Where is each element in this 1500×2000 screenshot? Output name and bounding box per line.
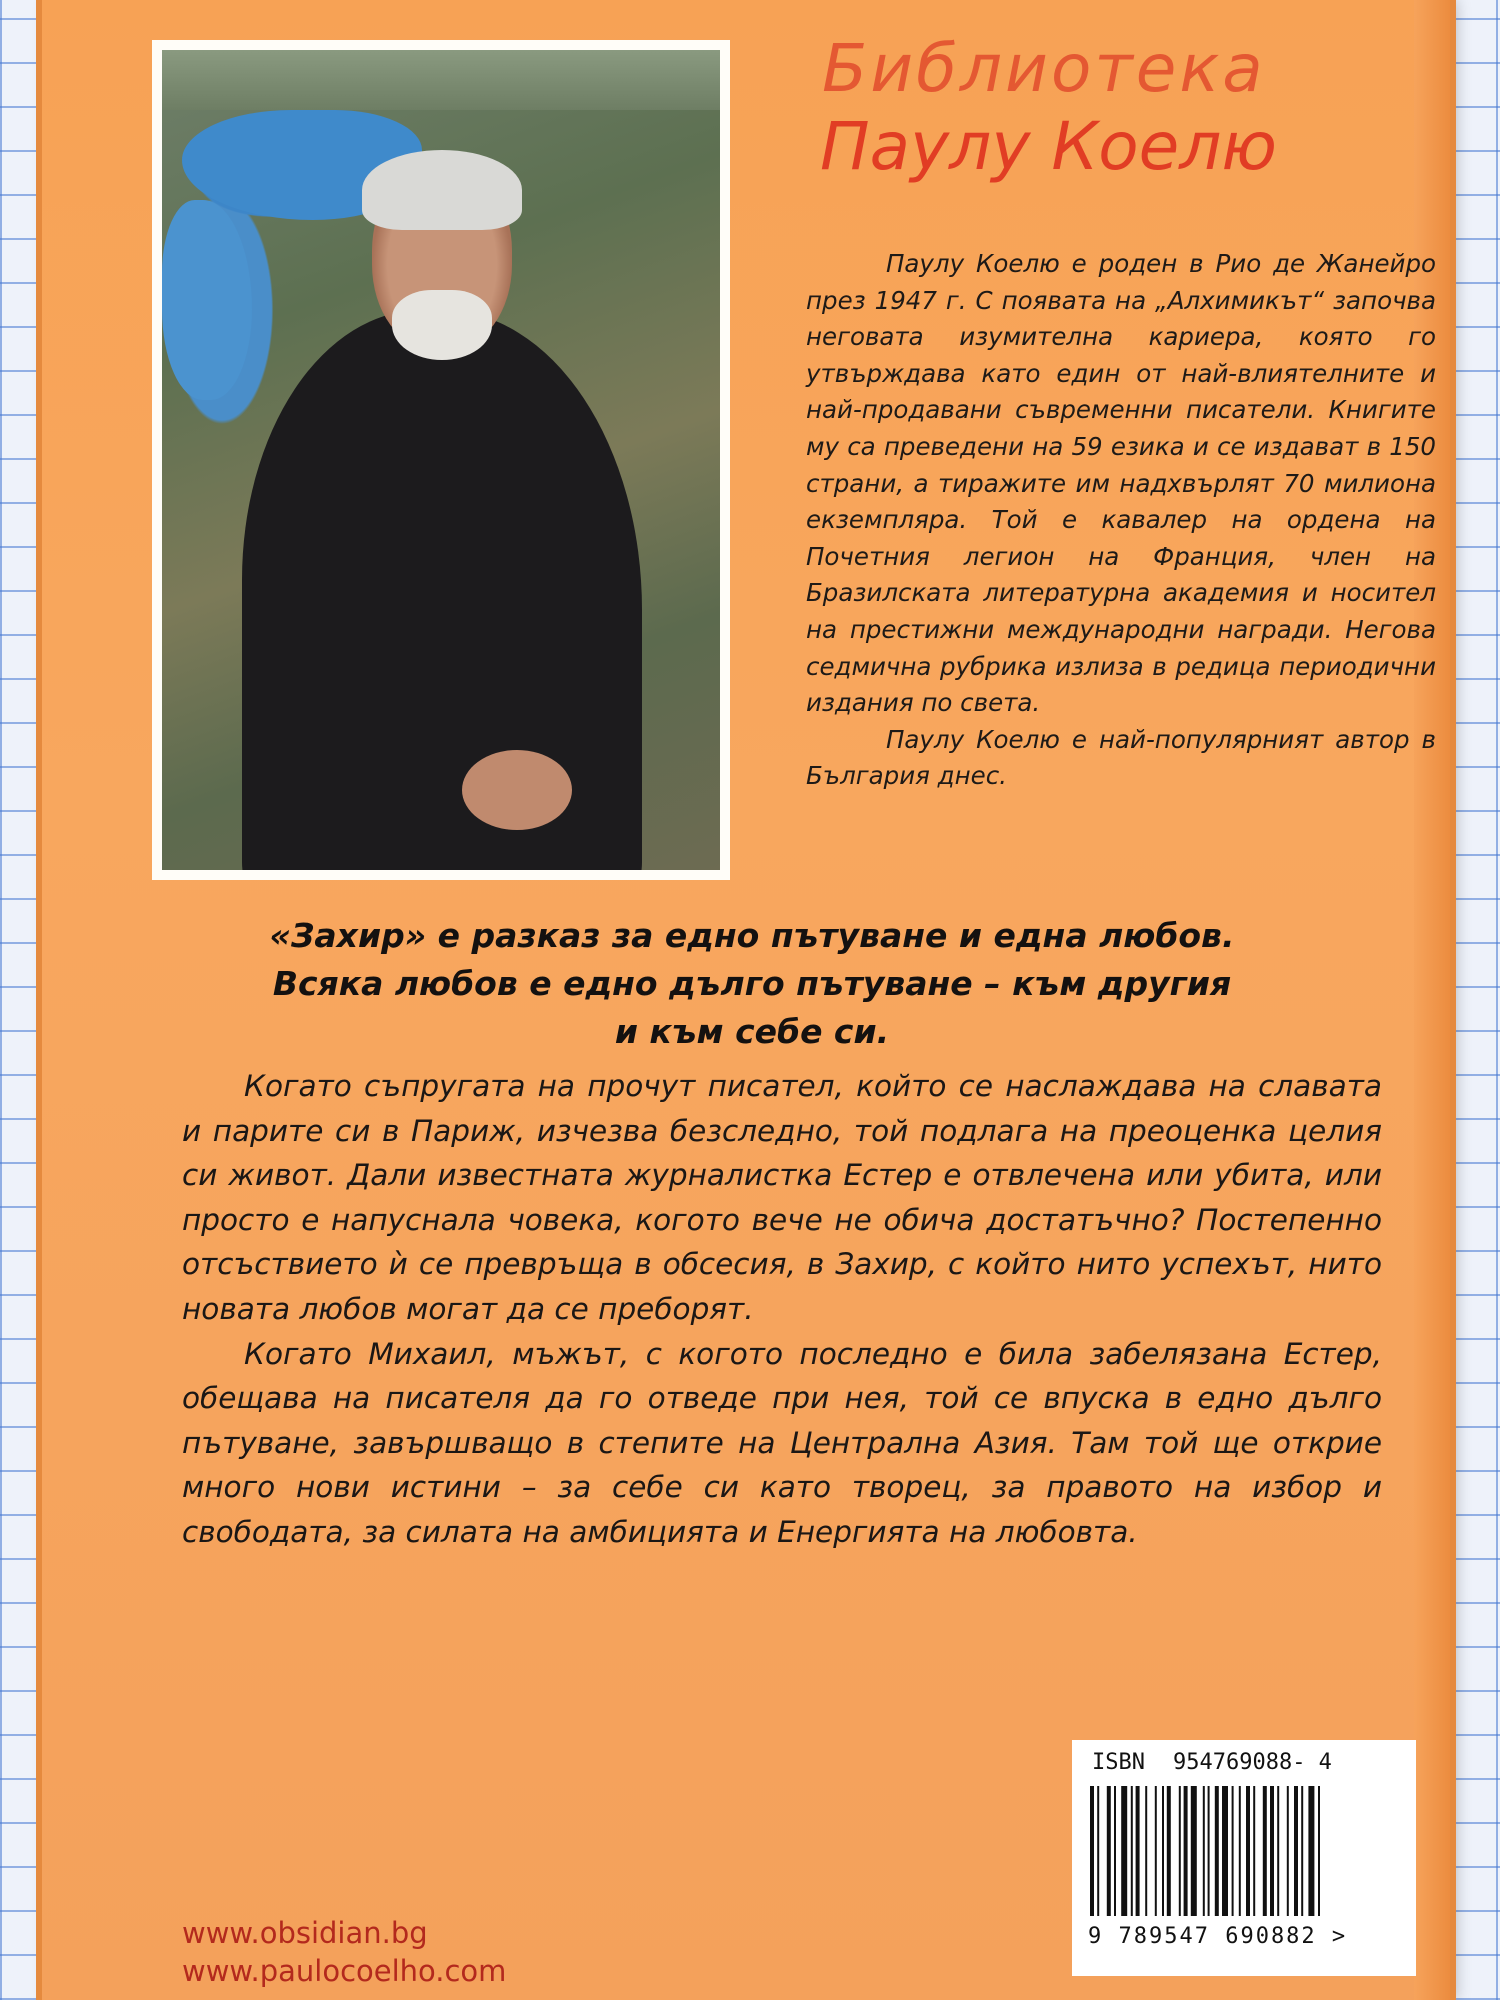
photo-person-hair	[362, 150, 522, 230]
isbn-number: 954769088- 4	[1172, 1750, 1332, 1775]
author-url: www.paulocoelho.com	[182, 1954, 507, 1988]
series-title-author: Паулу Коелю	[820, 108, 1277, 185]
barcode-icon	[1086, 1786, 1402, 1916]
isbn-barcode-block	[1072, 1740, 1416, 1976]
barcode-digits: 9 789547 690882 >	[1088, 1924, 1348, 1949]
tagline-line: «Захир» е разказ за едно пътуване и една любов.	[269, 916, 1235, 955]
tagline-line: Всяка любов е едно дълго пътуване – към другия	[272, 964, 1232, 1003]
website-links	[182, 1914, 506, 1990]
description-paragraph: Когато съпругата на прочут писател, който се наслаждава на славата и парите си в Париж, изчезва безследно, той подлага на преоценка целия си живот. Дали известната журналистка Естер е отвлечена или убита, или просто е напуснала човека, когото вече не обича достатъчно? Постепенно отсъствието ѝ се превръща в обсесия, в Захир, с който нито успехът, нито новата любов могат да се преборят.	[182, 1069, 1382, 1326]
author-photo-frame	[152, 40, 730, 880]
author-photo	[162, 50, 720, 870]
description-paragraph: Когато Михаил, мъжът, с когото последно е била забелязана Естер, обещава на писателя да го отведе при нея, той се впуска в едно дълго пътуване, завършващо в степите на Централна Азия. Там той ще открие много нови истини – за себе си като творец, за правото на избор и свободата, за силата на амбицията и Енергията на любовта.	[182, 1336, 1382, 1549]
photo-person-beard	[392, 290, 492, 360]
bio-paragraph: Паулу Коелю е роден в Рио де Жанейро през 1947 г. С появата на „Алхимикът“ започва неговата изумителна кариера, която го утвърждава като един от най-влиятелните и най-продавани съвременни писатели. Книгите му са преведени на 59 езика и се издават в 150 страни, а тиражите им надхвърлят 70 милиона екземпляра. Той е кавалер на ордена на Почетния легион на Франция, член на Бразилската литературна академия и носител на престижни международни награди. Негова седмична рубрика излиза в редица периодични издания по света.	[806, 249, 1436, 718]
isbn-label: ISBN	[1092, 1750, 1145, 1775]
book-tagline	[162, 912, 1342, 1056]
tagline-line: и към себе си.	[614, 1012, 890, 1051]
book-description	[182, 1064, 1382, 1555]
publisher-url: www.obsidian.bg	[182, 1916, 428, 1950]
bio-paragraph: Паулу Коелю е най-популярният автор в България днес.	[806, 724, 1436, 791]
photo-lake-inlet	[162, 200, 252, 400]
photo-sky	[162, 50, 720, 110]
series-title-library: Библиотека	[822, 30, 1266, 107]
isbn-line	[1092, 1750, 1332, 1775]
author-bio	[806, 246, 1436, 795]
photo-person-sweater	[242, 310, 642, 870]
photo-person-hand	[462, 750, 572, 830]
book-back-cover	[42, 0, 1450, 2000]
